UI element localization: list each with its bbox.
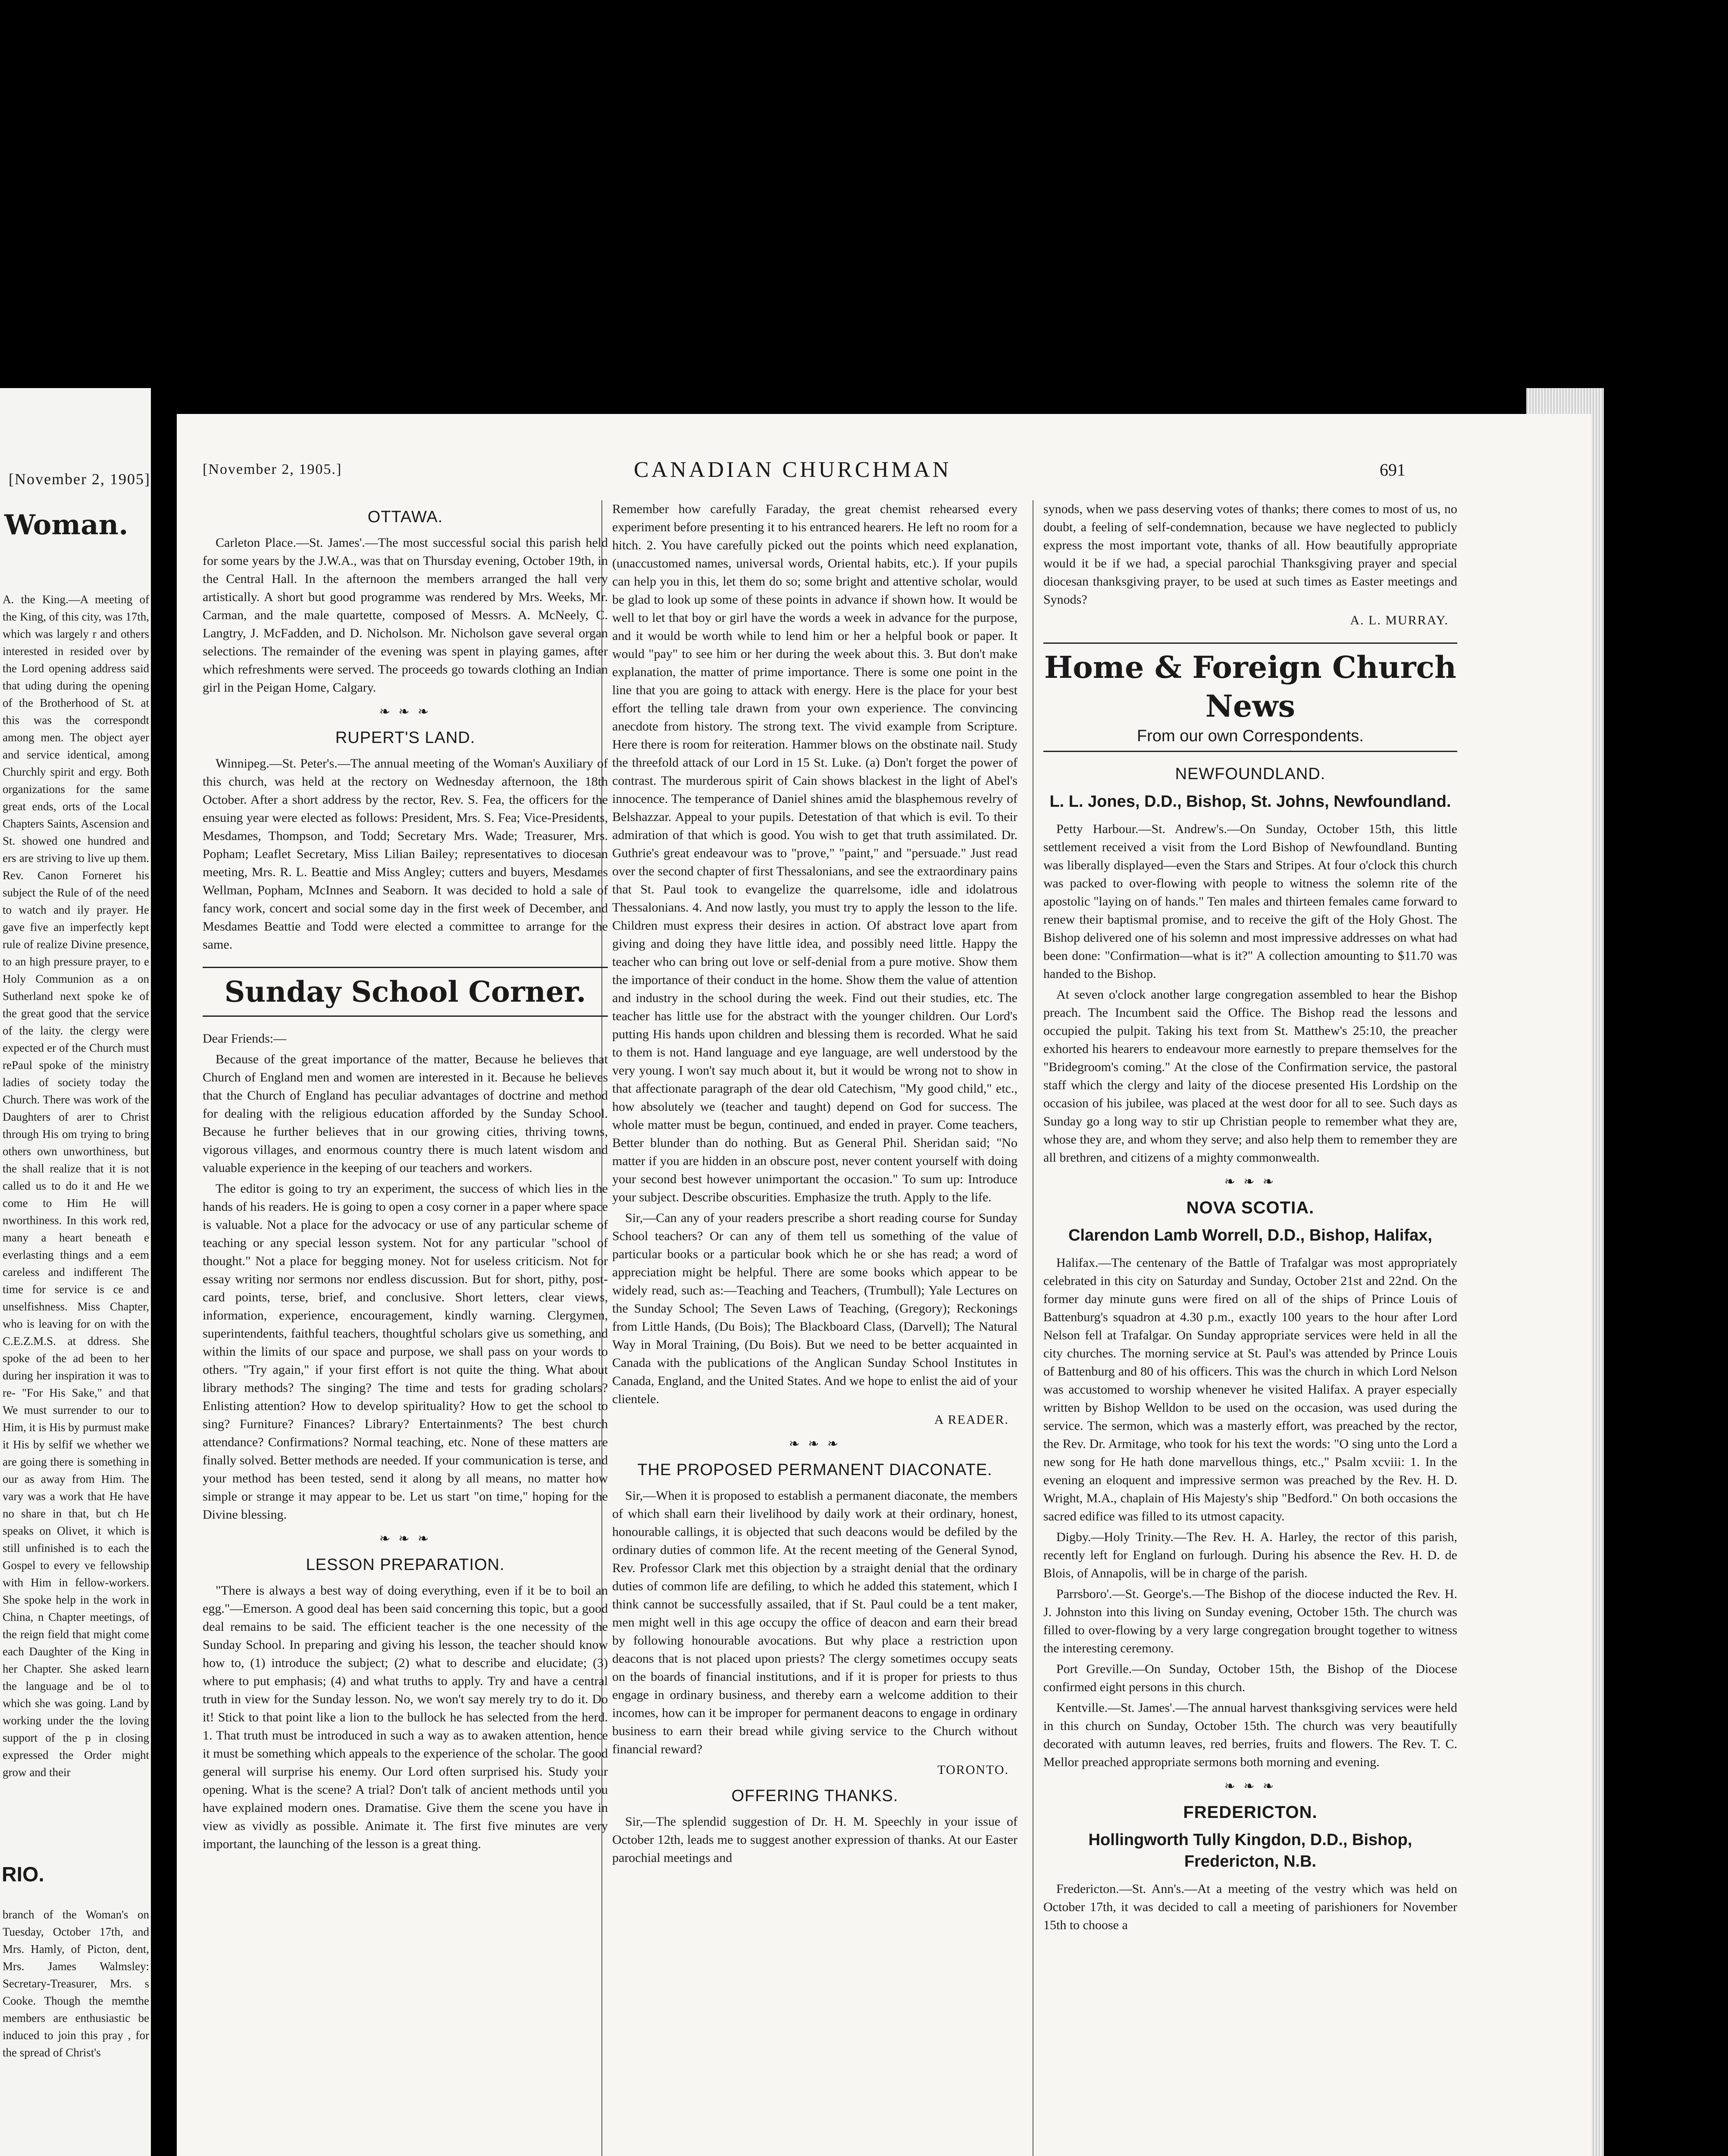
- offering-signature: A. L. MURRAY.: [1350, 613, 1449, 627]
- article-lesson-preparation: "There is always a best way of doing everything, even if it be to boil an egg."—Emerson. A good deal has been said concerning this topic, but a good deal remains to be said. The efficient teacher is the one necessity of the Sunday School. In preparing and giving his lesson, the teacher should know how to, (1) introduce the subject; (2) what to describe and elucidate; (3) where to put emphasis; (4) and what truths to apply. Try and have a central truth in view for the Sunday lesson. No, we won't say merely try to do it. Do it! Stick to that point like a lion to the bullock he has selected from the herd. 1. That truth must be introduced in such a way as to awaken attention, hence it must be something which appeals to the experience of the scholar. The good general will surprise his enemy. Our Lord often surprised his. Study your opening. What is the scene? A trial? Don't talk of ancient methods until you have explained modern ones. Dramatise. Give them the scene you have in view as vividly as possible. Animate it. The first five minutes are very important, the launching of the lesson is a great thing.: [203, 1583, 608, 1851]
- header-date: [November 2, 1905.]: [203, 461, 342, 477]
- section-heading-ottawa: OTTAWA.: [367, 508, 443, 526]
- facing-page-header: [November 2, 1905]: [9, 470, 150, 488]
- section-heading-newfoundland: NEWFOUNDLAND.: [1175, 765, 1326, 783]
- diaconate-signature: TORONTO.: [937, 1763, 1009, 1777]
- section-heading-fredericton: FREDERICTON.: [1183, 1803, 1318, 1822]
- section-heading-ruperts-land: RUPERT'S LAND.: [335, 729, 476, 747]
- ornament: ❧ ❧ ❧: [379, 705, 432, 719]
- ornament: ❧ ❧ ❧: [1224, 1175, 1277, 1189]
- article-offering-thanks: Sir,—The splendid suggestion of Dr. H. M. Speechly in your issue of October 12th, leads me to suggest another expression of thanks. At our Easter parochial meetings and: [612, 1814, 1017, 1865]
- facing-page-text: A. the King.—A meeting of the King, of this city, was 17th, which was largely r and others interested in resided over by the Lord opening address said that uding during the opening of the Brotherhood of St. at this was the correspondt among men. The object ayer and service identical, among Churchly spirit and ergy. Both organizations for the same great ends, orts of the Local Chapters Saints, Ascension and St. showed one hundred and ers are striving to live up them. Rev. Canon Forneret his subject the Rule of of the need to watch and ily prayer. He gave five an imperfectly kept rule of realize Divine presence, to an high pressure prayer, to e Holy Communion as a on Sutherland next spoke ke of the great good that the service of the laity. the clergy were expected er of the Church must rePaul spoke of the ministry ladies of society today the Church. There was work of the Daughters of arer to Christ through His om trying to bring others own unworthiness, but the shall realize that it is not called us to do it and He we come to Him He will nworthiness. In this work red, many a heart beneath e everlasting things and a eem careless and indifferent The time for service is ce and unselfishness. Miss Chapter, who is leaving for on with the C.E.Z.M.S. at ddress. She spoke of the ad been to her during her inspiration it was to re- "For His Sake," and that We must surrender to our to Him, it is His by purmust make it His by selfif we whether we are going there is something in our as away from Him. The vary was a work that He have no share in that, but ch He speaks on Olivet, it which is still unfinished is to each the Gospel to every ve fellowship with Him in fellow-workers. She spoke help in the work in China, n Chapter meetings, of the reign field that might come each Daughter of the King in her Chapter. She asked learn the language and be ol to which she was going. Land by working under the the loving support of the p in closing expressed the Order might grow and their: [3, 593, 149, 1779]
- church-news-title: Home & Foreign Church News: [1044, 649, 1457, 724]
- article-digby: Digby.—Holy Trinity.—The Rev. H. A. Harley, the rector of this parish, recently left for England on furlough. During his absence the Rev. H. D. de Blois, of Annapolis, will be in charge of the parish.: [1043, 1530, 1457, 1580]
- page-header: [177, 457, 1591, 492]
- bishop-nova-scotia: Clarendon Lamb Worrell, D.D., Bishop, Halifax,: [1068, 1226, 1432, 1244]
- facing-page: [0, 388, 151, 2156]
- article-petty-harbour-2: At seven o'clock another large congregation assembled to hear the Bishop preach. The Incumbent said the Office. The Bishop read the lessons and occupied the pulpit. Taking his text from St. Matthew's 25:10, the preacher exhorted his hearers to endeavour more earnestly to prepare themselves for the "Bridegroom's coming." At the close of the Confirmation service, the pastoral staff which the clergy and laity of the diocese presented His Lordship on the occasion of his jubilee, was placed at the west door for all to see. Such days as Sunday go a long way to stir up Christian people to remember what they are, whose they are, and whom they serve; and also help them to remember they are all brethren, and citizens of a mighty commonwealth.: [1043, 987, 1457, 1165]
- ornament: ❧ ❧ ❧: [1224, 1779, 1277, 1793]
- article-offering-continued: synods, when we pass deserving votes of thanks; there comes to most of us, no doubt, a feeling of self-condemnation, because we have neglected to publicly express the most important vote, thanks of all. How beautifully appropriate would it be if we had, a special parochial Thanksgiving prayer and special diocesan thanksgiving prayer, to be used at such times as Easter meetings and Synods?: [1043, 502, 1457, 607]
- article-sunday-school-1: Because of the great importance of the matter, Because he believes that Church of England men and women are interested in it. Because he believes that the Church of England has peculiar advantages of doctrine and method for dealing with the religious education afforded by the Sunday School. Because he further believes that in our growing cities, thriving towns, vigorous villages, and enormous country there is much latent wisdom and valuable experience in the keeping of our teachers and workers.: [203, 1052, 608, 1175]
- section-heading-lesson-preparation: LESSON PREPARATION.: [306, 1556, 505, 1574]
- letter-reading-course: Sir,—Can any of your readers prescribe a short reading course for Sunday School teachers? Or can any of them tell us something of the value of particular books or a particular book which he or she has read; a word of appreciation might be helpful. There are some books which appear to be widely read, such as:—Teaching and Teachers, (Trumbull); Yale Lectures on the Sunday School; The Seven Laws of Teaching, (Gregory); Reckonings from Little Hands, (Du Bois); The Blackboard Class, (Darvell); The Natural Way in Moral Training, (Du Bois). But we need to be better acquainted in Canada with the publications of the Anglican Sunday School Institutes in Canada, England, and the United States. And we hope to enlist the aid of your clientele.: [612, 1211, 1017, 1406]
- letter-signature: A READER.: [934, 1413, 1009, 1427]
- bishop-fredericton: Hollingworth Tully Kingdon, D.D., Bishop, Fredericton, N.B.: [1088, 1831, 1412, 1871]
- facing-page-text-2: branch of the Woman's on Tuesday, October 17th, and Mrs. Hamly, of Picton, dent, Mrs. James Walmsley: Secretary-Treasurer, Mrs. s Cooke. Though the memthe members are enthusiastic be induced to join this pray , for the spread of Christ's: [3, 1908, 149, 2059]
- column-3: [1043, 500, 1457, 1937]
- church-news-subtitle: From our own Correspondents.: [1137, 727, 1364, 745]
- facing-page-subhead: RIO.: [2, 1863, 44, 1886]
- article-lesson-continued: Remember how carefully Faraday, the great chemist rehearsed every experiment before presenting it to his entranced hearers. He left no room for a hitch. 2. You have carefully picked out the points which need explanation, (unaccustomed names, universal words, Oriental habits, etc.). If your pupils can help you in this, let them do so; some bright and attentive scholar, would be glad to look up some of these points in advance if shown how. It would be well to let that boy or girl have the words a week in advance for the purpose, and it would be worth while to lend him or her a helpful book or paper. It would "pay" to see him or her during the week about this. 3. But don't make explanation, the matter of prime importance. There is some one point in the line that you are going to attack with energy. Here is the place for your best effort the telling tale drawn from your own experience. The convincing anecdote from history. The strong text. The vivid example from Scripture. Here there is room for reiteration. Hammer blows on the obstinate nail. Study the threefold attack of our Lord in 15 St. Luke. (a) Don't forget the power of contrast. The murderous spirit of Cain shows blackest in the light of Abel's innocence. The temperance of Daniel shines amid the blasphemous revelry of Belshazzar. Appeal to your pupils. Detestation of that which is evil. To their admiration of that which is good. You wish to get that truth assimilated. Dr. Guthrie's great endeavour was to "prove," "paint," and "persuade." Just read over the second chapter of first Thessalonians, and see the extraordinary pains that St. Paul took to evangelize the quarrelsome, idle and idolatrous Thessalonians. 4. And now lastly, you must try to apply the lesson to the life. Children must express their desires in action. Of abstract love apart from giving and doing they have little idea, and possibly need little. Happy the teacher who can bring out love or self-denial from a pure motive. Show them the importance of their conduct in the home. Show them the value of attention and industry in the school during the week. Find out their studies, etc. The teacher has little use for the abstract with the younger children. Our Lord's putting His hands upon children and blessing them is recorded. What he said to them is not. Hand language and eye language, are well understood by the very young. I won't say much about it, but it would be wrong not to show in that affectionate paragraph of the dear old Catechism, "My good child," etc., how absolutely we (teacher and taught) depend on God for success. The whole matter must be begun, continued, and ended in prayer. Come teachers, Better blunder than do nothing. But as General Phil. Sheridan said; "No matter if you are hidden in an obscure post, never content yourself with doing your second best however unimportant the occasion." To sum up: Introduce your subject. Describe obscurities. Emphasize the truth. Apply to the life.: [612, 502, 1017, 1204]
- article-ruperts-land: Winnipeg.—St. Peter's.—The annual meeting of the Woman's Auxiliary of this church, was held at the rectory on Wednesday afternoon, the 18th October. After a short address by the rector, Rev. S. Fea, the officers for the ensuing year were elected as follows: President, Mrs. S. Fea; Vice-Presidents, Mesdames, Thompson, and Todd; Secretary Mrs. Wade; Treasurer, Mrs. Popham; Leaflet Secretary, Miss Lilian Bailey; representatives to diocesan meeting, Mrs. R. L. Beattie and Miss Angley; cutters and buyers, Mesdames Wellman, Popham, McInnes and Seaborn. It was decided to hold a sale of fancy work, concert and social some day in the first week of December, and Mesdames Beattie and Todd were elected a committee to arrange for the same.: [203, 756, 608, 952]
- ornament: ❧ ❧ ❧: [789, 1437, 841, 1451]
- newspaper-page: [177, 414, 1591, 2156]
- column-2: [612, 500, 1017, 1870]
- section-heading-offering-thanks: OFFERING THANKS.: [731, 1787, 898, 1805]
- bishop-newfoundland: L. L. Jones, D.D., Bishop, St. Johns, Newfoundland.: [1049, 793, 1451, 811]
- salutation: Dear Friends:—: [203, 1031, 287, 1046]
- article-kentville: Kentville.—St. James'.—The annual harvest thanksgiving services were held in this church on Sunday, October 15th. The church was very beautifully decorated with autumn leaves, red berries, fruits and flowers. The Rev. T. C. Mellor preached appropriate sermons both morning and evening.: [1043, 1701, 1457, 1769]
- article-ottawa: Carleton Place.—St. James'.—The most successful social this parish held for some years by the J.W.A., was that on Thursday evening, October 19th, in the Central Hall. In the afternoon the members arranged the hall very artistically. A short but good programme was rendered by Mrs. Weeks, Mr. Carman, and the male quartette, composed of Messrs. A. McNeely, C. Langtry, J. McFadden, and D. Nicholson. Mr. Nicholson gave several organ selections. The remainder of the evening was spent in playing games, after which refreshments were served. The proceeds go towards clothing an Indian girl in the Peigan Home, Calgary.: [203, 536, 608, 695]
- section-heading-diaconate: THE PROPOSED PERMANENT DIACONATE.: [637, 1461, 992, 1479]
- article-petty-harbour: Petty Harbour.—St. Andrew's.—On Sunday, October 15th, this little settlement received a visit from the Lord Bishop of Newfoundland. Bunting was liberally displayed—even the Stars and Stripes. At four o'clock this church was packed to over-flowing with people to witness the solemn rite of the apostolic "laying on of hands." Ten males and thirteen females came forward to renew their baptismal promise, and to receive the gift of the Holy Ghost. The Bishop delivered one of his solemn and most impressive addresses on what had been done: "Confirmation—what is it?" A collection amounting to $11.70 was handed to the Bishop.: [1043, 822, 1457, 981]
- article-port-greville: Port Greville.—On Sunday, October 15th, the Bishop of the Diocese confirmed eight persons in this church.: [1043, 1662, 1457, 1694]
- column-1: [203, 500, 608, 1856]
- article-fredericton: Fredericton.—St. Ann's.—At a meeting of the vestry which was held on October 17th, it was decided to call a meeting of parishioners for November 15th to choose a: [1043, 1882, 1457, 1932]
- section-heading-nova-scotia: NOVA SCOTIA.: [1186, 1198, 1315, 1217]
- section-heading-sunday-school: Sunday School Corner.: [203, 967, 608, 1017]
- page-number: 691: [1380, 460, 1406, 479]
- header-title: CANADIAN CHURCHMAN: [634, 458, 952, 482]
- article-halifax: Halifax.—The centenary of the Battle of Trafalgar was most appropriately celebrated in this city on Saturday and Sunday, October 21st and 22nd. On the former day minute guns were fired on all of the ships of Prince Louis of Battenburg's squadron at 4.30 p.m., exactly 100 years to the hour after Lord Nelson fell at Trafalgar. On Sunday appropriate services were held in all the city churches. The morning service at St. Paul's was attended by Prince Louis of Battenburg and 80 of his officers. This was the church in which Lord Nelson was accustomed to worship whenever he visited Halifax. A prayer especially written by Bishop Welldon to be used on the occasion, was used during the service. The sermon, which was a masterly effort, was preached by the rector, the Rev. Dr. Armitage, who took for his text the words: "O sing unto the Lord a new song for He hath done marvellous things, etc.," Psalm xcviii: 1. In the evening an eloquent and impressive sermon was preached by the Rev. H. D. Wright, M.A., chaplain of His Majesty's ship "Bedford." On both occasions the sacred edifice was filled to its utmost capacity.: [1043, 1256, 1457, 1523]
- article-parrsboro: Parrsboro'.—St. George's.—The Bishop of the diocese inducted the Rev. H. J. Johnston into this living on Sunday evening, October 15th. The church was filled to over-flowing by a very large congregation brought together to witness the interesting ceremony.: [1043, 1587, 1457, 1655]
- facing-page-title: Woman.: [4, 509, 128, 541]
- article-sunday-school-2: The editor is going to try an experiment, the success of which lies in the hands of his readers. He is going to open a cosy corner in a paper where space is valuable. Not a place for the advocacy or use of any particular scheme of teaching or any special lesson system. Not for any particular "school of thought." Not a place for begging money. Not for useless criticism. Not for essay writing nor sermons nor endless discussion. But for short, pithy, post-card points, terse, brief, and conclusive. Short letters, clear views, information, experience, encouragement, kindly warning. Clergymen, superintendents, faithful teachers, thoughtful scholars give us something, and within the limits of our space and purpose, we shall pass on your words to others. "Try again," if your first effort is not quite the thing. What about library methods? The singing? The time and tests for grading scholars? Enlisting attention? How to develop spirituality? How to get the school to sing? Furniture? Finances? Library? Entertainments? The best church attendance? Confirmations? Normal teaching, etc. None of these matters are finally solved. Better methods are needed. If your communication is terse, and your method has been tested, send it along by all means, no matter how simple or strange it may appear to be. Let us start "on time," hoping for the Divine blessing.: [203, 1181, 608, 1522]
- ornament: ❧ ❧ ❧: [379, 1532, 432, 1546]
- section-heading-church-news: [1043, 642, 1457, 752]
- article-diaconate: Sir,—When it is proposed to establish a permanent diaconate, the members of which shall earn their livelihood by daily work at their ordinary, honest, honourable callings, it is objected that such deacons would be defiled by the ordinary duties of common life. At the recent meeting of the General Synod, Rev. Professor Clark met this objection by a straight denial that the ordinary duties of common life are defiling, to which he added this statement, which I think cannot be successfully assailed, that if St. Paul could be a tent maker, men might well in this age occupy the office of deacon and earn their bread by following honourable avocations. But why place a restriction upon deacons that is not placed upon priests? The clergy sometimes occupy seats on the boards of financial institutions, and if it is proper for priests to thus engage in ordinary business, and thereby earn a welcome addition to their incomes, how can it be improper for permanent deacons to engage in ordinary business to earn their bread while giving service to the Church without financial reward?: [612, 1489, 1017, 1756]
